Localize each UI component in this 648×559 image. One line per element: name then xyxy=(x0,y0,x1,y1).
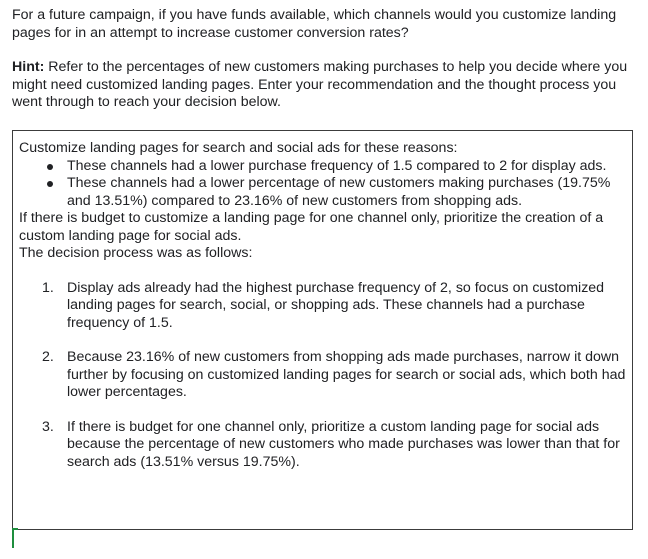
step-item xyxy=(42,349,626,402)
budget-note: If there is budget to customize a landing page for one channel only, prioritize the creation of a custom landing page for social ads. xyxy=(19,210,604,244)
step-number: 1. xyxy=(42,279,54,296)
reasons-list xyxy=(19,158,626,211)
step-text: Display ads already had the highest purchase frequency of 2, so focus on customized landing pages for search, social, or shopping ads. These channels had a purchase frequency of 1.5. xyxy=(67,279,605,331)
reason-item: These channels had a lower percentage of new customers making purchases (19.75% and 13.51%) compared to 23.16% of new customers from shopping ads. xyxy=(67,175,626,210)
question-text: For a future campaign, if you have funds available, which channels would you customize landing pages for in an attempt to increase customer conversion rates? xyxy=(12,7,617,41)
hint-label: Hint: xyxy=(12,59,45,75)
step-text: If there is budget for one channel only, prioritize a custom landing page for social ads because the percentage of new customers who made purchases was lower than that for search ads (13.51% versus 19.75%). xyxy=(67,418,620,470)
decision-steps-list xyxy=(19,280,626,472)
step-text: Because 23.16% of new customers from shopping ads made purchases, narrow it down further by focusing on customized landing pages for search or social ads, which both had lower percentages. xyxy=(67,349,626,400)
answer-textbox[interactable] xyxy=(12,130,633,530)
step-number: 3. xyxy=(42,418,54,435)
process-intro: The decision process was as follows: xyxy=(19,245,253,261)
hint-text: Refer to the percentages of new customers making purchases to help you decide where you might need customized landing pages. Enter your recommendation and the thought process you went through to reach your decision below. xyxy=(12,59,628,110)
resize-handle[interactable] xyxy=(12,528,14,548)
question-prompt xyxy=(12,7,640,112)
reason-item: These channels had a lower purchase frequency of 1.5 compared to 2 for display ads. xyxy=(67,158,626,176)
answer-intro: Customize landing pages for search and social ads for these reasons: xyxy=(19,140,458,156)
step-item xyxy=(42,418,626,472)
hint-paragraph xyxy=(12,59,640,112)
step-item xyxy=(42,279,626,333)
step-number: 2. xyxy=(42,349,54,365)
